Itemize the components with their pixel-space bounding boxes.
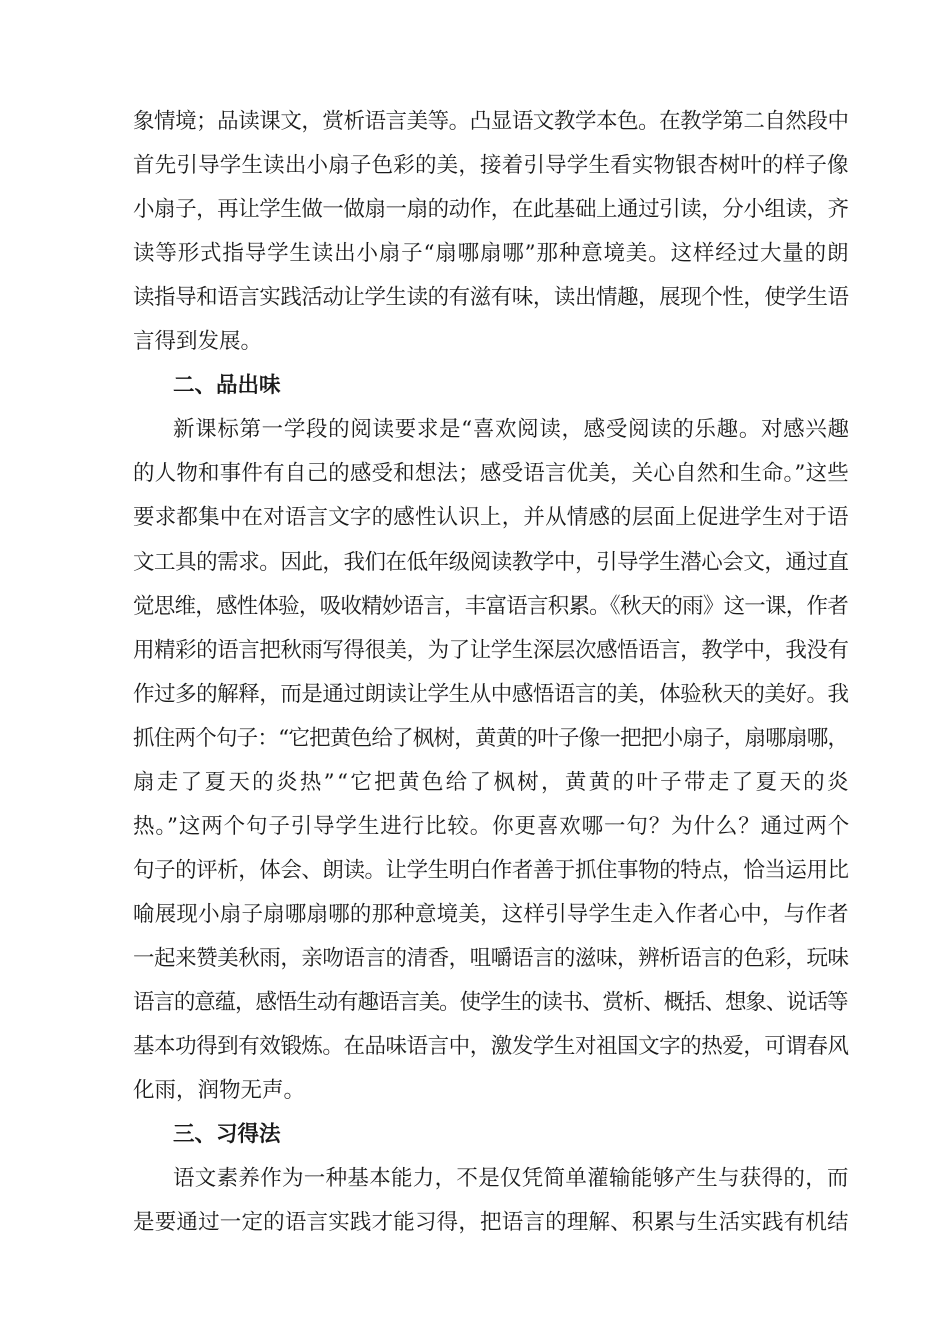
paragraph-line: 用精彩的语言把秋雨写得很美，为了让学生深层次感悟语言，教学中，我没有 — [133, 637, 849, 663]
paragraph-line: 扇走了夏天的炎热”“它把黄色给了枫树，黄黄的叶子带走了夏天的炎 — [133, 769, 851, 795]
paragraph-line: 小扇子，再让学生做一做扇一扇的动作，在此基础上通过引读，分小组读，齐 — [133, 197, 849, 223]
paragraph-line: 化雨，润物无声。 — [133, 1078, 306, 1104]
paragraph-line: 句子的评析，体会、朗读。让学生明白作者善于抓住事物的特点，恰当运用比 — [133, 857, 849, 883]
paragraph-line: 读等形式指导学生读出小扇子“扇哪扇哪”那种意境美。这样经过大量的朗 — [133, 241, 850, 267]
paragraph-line: 觉思维，感性体验，吸收精妙语言，丰富语言积累。《秋天的雨》这一课，作者 — [133, 593, 848, 619]
paragraph-line: 语文素养作为一种基本能力，不是仅凭简单灌输能够产生与获得的，而 — [173, 1166, 849, 1192]
paragraph-line: 要求都集中在对语言文字的感性认识上，并从情感的层面上促进学生对于语 — [133, 505, 849, 531]
paragraph-line: 喻展现小扇子扇哪扇哪的那种意境美，这样引导学生走入作者心中，与作者 — [133, 901, 849, 927]
section-heading: 二、品出味 — [173, 373, 281, 399]
paragraph-line: 一起来赞美秋雨，亲吻语言的清香，咀嚼语言的滋味，辨析语言的色彩，玩味 — [133, 945, 849, 971]
paragraph-line: 热。”这两个句子引导学生进行比较。你更喜欢哪一句？为什么？通过两个 — [133, 813, 851, 839]
paragraph-line: 抓住两个句子：“它把黄色给了枫树，黄黄的叶子像一把把小扇子，扇哪扇哪， — [133, 725, 849, 751]
paragraph-line: 作过多的解释，而是通过朗读让学生从中感悟语言的美，体验秋天的美好。我 — [133, 681, 849, 707]
paragraph-line: 读指导和语言实践活动让学生读的有滋有味，读出情趣，展现个性，使学生语 — [133, 285, 849, 311]
paragraph-line: 的人物和事件有自己的感受和想法；感受语言优美，关心自然和生命。”这些 — [133, 461, 849, 487]
paragraph-line: 言得到发展。 — [133, 329, 263, 355]
paragraph-line: 象情境；品读课文，赏析语言美等。凸显语文教学本色。在教学第二自然段中 — [133, 109, 849, 134]
paragraph-line: 文工具的需求。因此，我们在低年级阅读教学中，引导学生潜心会文，通过直 — [133, 549, 849, 575]
paragraph-line: 是要通过一定的语言实践才能习得，把语言的理解、积累与生活实践有机结 — [133, 1210, 849, 1236]
section-heading: 三、习得法 — [173, 1122, 281, 1148]
paragraph-line: 首先引导学生读出小扇子色彩的美，接着引导学生看实物银杏树叶的样子像 — [133, 153, 849, 179]
paragraph-line: 基本功得到有效锻炼。在品味语言中，激发学生对祖国文字的热爱，可谓春风 — [133, 1034, 849, 1060]
paragraph-line: 新课标第一学段的阅读要求是“喜欢阅读，感受阅读的乐趣。对感兴趣 — [173, 417, 850, 443]
paragraph-line: 语言的意蕴，感悟生动有趣语言美。使学生的读书、赏析、概括、想象、说话等 — [133, 990, 848, 1015]
